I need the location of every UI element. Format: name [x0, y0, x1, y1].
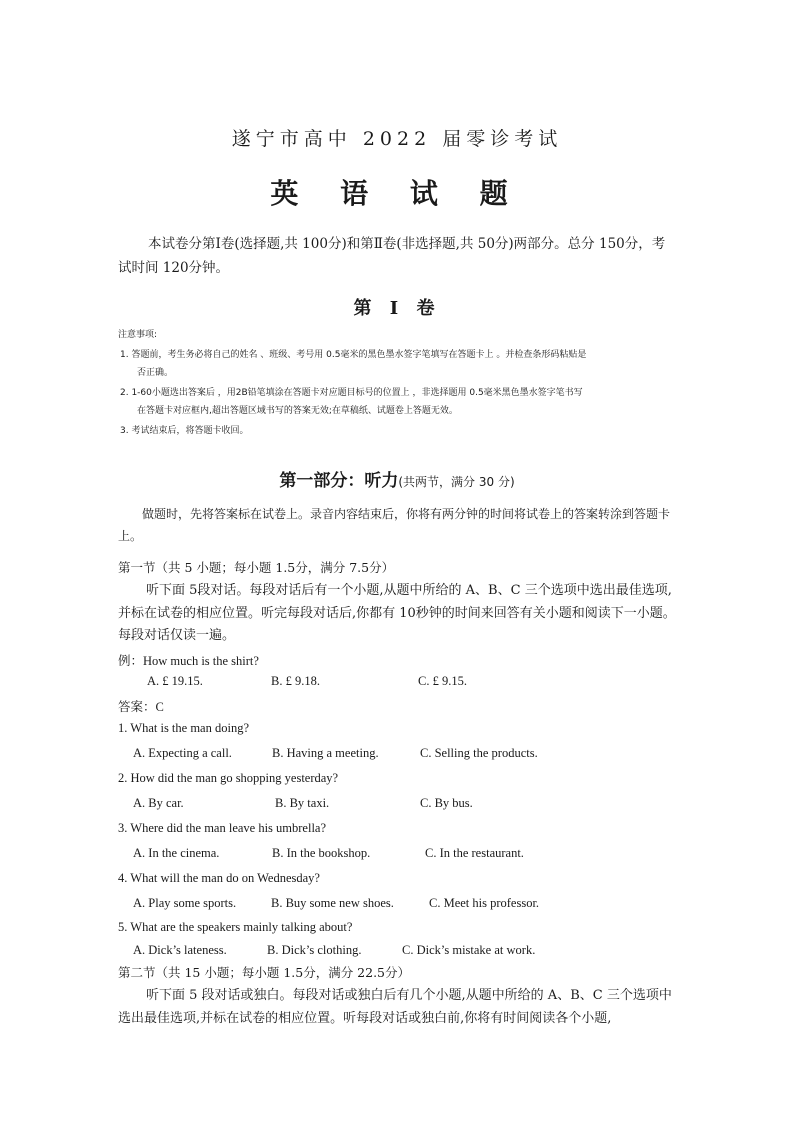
q2-option-b: B. By taxi.: [275, 796, 330, 810]
question-4: 4. What will the man do on Wednesday?: [118, 871, 320, 885]
q4-option-b: B. Buy some new shoes.: [271, 896, 394, 910]
q5-option-a: A. Dick’s lateness.: [133, 943, 227, 957]
q5-option-c: C. Dick’s mistake at work.: [402, 943, 536, 957]
subject-title: 英 语 试 题: [270, 177, 524, 210]
q3-option-b: B. In the bookshop.: [272, 846, 371, 860]
note-item-2: 2. 1-60小题选出答案后 ，用2B铅笔填涂在答题卡对应题目标号的位置上 ，非选择题用 0.5毫米黑色墨水签字笔书写: [120, 388, 583, 398]
note-item-1-cont: 否正确。: [137, 368, 174, 378]
q1-option-a: A. Expecting a call.: [133, 746, 232, 760]
q3-option-a: A. In the cinema.: [133, 846, 220, 860]
q5-option-b: B. Dick’s clothing.: [267, 943, 362, 957]
part1-title: 第一部分：听力: [279, 471, 399, 491]
example-answer: 答案：C: [118, 700, 164, 714]
note-item-3: 3. 考试结束后，将答题卡收回。: [120, 426, 249, 436]
q2-option-a: A. By car.: [133, 796, 184, 810]
question-3: 3. Where did the man leave his umbrella?: [118, 821, 327, 835]
question-1: 1. What is the man doing?: [118, 721, 249, 735]
q4-option-c: C. Meet his professor.: [429, 896, 540, 910]
question-2: 2. How did the man go shopping yesterday?: [118, 771, 339, 785]
volume-heading: 第 Ⅰ 卷: [353, 298, 441, 319]
section1-heading: 第一节（共 5 小题；每小题 1.5分，满分 7.5分）: [118, 560, 395, 575]
notes-heading: 注意事项:: [118, 330, 158, 340]
q4-option-a: A. Play some sports.: [133, 896, 237, 910]
q1-option-b: B. Having a meeting.: [272, 746, 379, 760]
part1-subtitle: (共两节，满分 30 分): [398, 475, 515, 489]
section2-heading: 第二节（共 15 小题；每小题 1.5分，满分 22.5分）: [118, 965, 411, 980]
q3-option-c: C. In the restaurant.: [425, 846, 524, 860]
q1-option-c: C. Selling the products.: [420, 746, 538, 760]
exam-title: 遂宁市高中 2022 届零诊考试: [231, 128, 563, 150]
intro-paragraph: 本试卷分第Ⅰ卷(选择题,共 100分)和第Ⅱ卷(非选择题,共 50分)两部分。总分 150分，考试时间 120分钟。: [118, 236, 666, 276]
part1-heading: [0, 466, 794, 491]
example-question: 例：How much is the shirt?: [118, 654, 259, 668]
section1-instructions: 听下面 5段对话。每段对话后有一个小题,从题中所给的 A、B、C 三个选项中选出最佳选项,并标在试卷的相应位置。听完每段对话后,你都有 10秒钟的时间来回答有关小题和阅读下一小题。每段对话仅读一遍。: [118, 583, 676, 643]
note-item-2-cont: 在答题卡对应框内,超出答题区域书写的答案无效;在草稿纸、试题卷上答题无效。: [137, 406, 458, 416]
example-option-c: C. £ 9.15.: [418, 674, 467, 688]
note-item-1: 1. 答题前，考生务必将自己的姓名 、班级、考号用 0.5毫米的黑色墨水签字笔填写在答题卡上 。并检查条形码粘贴是: [120, 350, 587, 360]
question-5: 5. What are the speakers mainly talking about?: [118, 920, 353, 934]
part1-description: 做题时，先将答案标在试卷上。录音内容结束后，你将有两分钟的时间将试卷上的答案转涂到答题卡上。: [118, 507, 671, 543]
example-option-a: A. £ 19.15.: [147, 674, 203, 688]
q2-option-c: C. By bus.: [420, 796, 473, 810]
section2-instructions: 听下面 5 段对话或独白。每段对话或独白后有几个小题,从题中所给的 A、B、C 三个选项中选出最佳选项,并标在试卷的相应位置。听每段对话或独白前,你将有时间阅读各个小题,: [118, 988, 672, 1026]
example-option-b: B. £ 9.18.: [271, 674, 320, 688]
